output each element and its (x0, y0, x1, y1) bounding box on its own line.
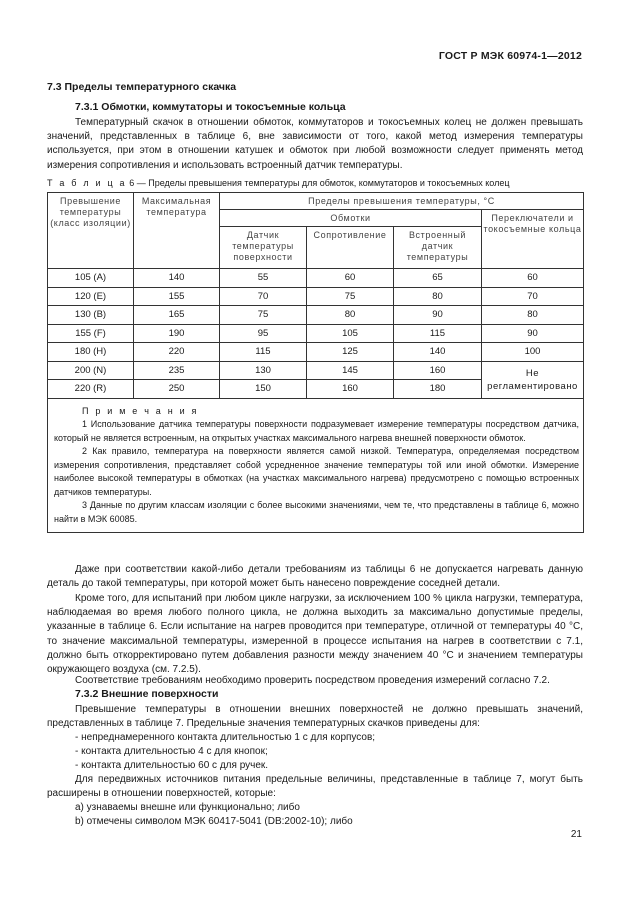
cell-builtin: 115 (394, 324, 482, 343)
list-item: а) узнаваемы внешне или функционально; либо (75, 802, 300, 813)
cell-surface: 150 (220, 380, 307, 399)
cell-resistance: 125 (307, 343, 394, 362)
cell-max: 165 (134, 306, 220, 325)
cell-switches: 70 (482, 287, 584, 306)
cell-surface: 95 (220, 324, 307, 343)
cell-switches: 60 (482, 269, 584, 288)
cell-class: 105 (A) (48, 269, 134, 288)
note-2: 2 Как правило, температура на поверхности является самой низкой. Температура, определяемая посредством измерения сопротивления, представляет собой усредненное значение температуры той или иной обмотки. Измерение наиболее высокой температуры в обмотках (на участках максимального нагрева) предусмотрено с помощью встроенных датчиков температуры. (54, 446, 580, 497)
cell-resistance: 160 (307, 380, 394, 399)
table-notes-row (48, 398, 584, 533)
col-header-limits: Пределы превышения температуры, °C (220, 193, 584, 210)
cell-builtin: 90 (394, 306, 482, 325)
cell-builtin: 80 (394, 287, 482, 306)
section-7-3-1-paragraph: Температурный скачок в отношении обмоток, коммутаторов и токосъемных колец не должен превышать значений, представленных в таблице 6, вне зависимости от того, какой метод измерения температуры используется, при этом в отношении катушек и обмоток при любой возможности следует применять метод измерения сопротивления и использовать встроенный датчик температуры. (47, 117, 583, 171)
col-header-class: Превышение температуры (класс изоляции) (48, 193, 134, 269)
note-1: 1 Использование датчика температуры поверхности подразумевает измерение температуры посредством датчика, который не является встроенным, на открытых участках максимального нагрева внешней поверхности обмоток. (54, 419, 580, 443)
document-header: ГОСТ Р МЭК 60974-1—2012 (438, 50, 582, 62)
cell-switches: 90 (482, 324, 584, 343)
cell-surface: 75 (220, 306, 307, 325)
cell-resistance: 105 (307, 324, 394, 343)
cell-class: 130 (B) (48, 306, 134, 325)
cell-switches: 80 (482, 306, 584, 325)
cell-surface: 130 (220, 361, 307, 380)
paragraph-after-table-1: Даже при соответствии какой-либо детали требованиям из таблицы 6 не допускается нагревать данную деталь до такой температуры, при которой может быть нанесено повреждение соседней детали. (47, 564, 583, 590)
table-row (48, 306, 584, 325)
page-number: 21 (570, 829, 582, 840)
list-item: b) отмечены символом МЭК 60417-5041 (DB:2002-10); либо (75, 816, 353, 827)
list-item: - контакта длительностью 60 с для ручек. (75, 760, 269, 771)
table-caption-lead: Т а б л и ц а (47, 178, 127, 188)
cell-resistance: 60 (307, 269, 394, 288)
section-7-3-2-paragraph-2: Для передвижных источников питания предельные величины, представленные в таблице 7, могут быть расширены в отношении поверхностей, которые: (47, 774, 583, 800)
cell-not-regulated: Не регламентировано (482, 361, 584, 398)
cell-class: 155 (F) (48, 324, 134, 343)
col-header-max-temp: Максимальная температура (134, 193, 220, 269)
table-row (48, 287, 584, 306)
cell-surface: 115 (220, 343, 307, 362)
cell-class: 120 (E) (48, 287, 134, 306)
cell-resistance: 145 (307, 361, 394, 380)
cell-class: 180 (H) (48, 343, 134, 362)
notes-title: П р и м е ч а н и я (82, 405, 199, 416)
section-7-3-2-title: 7.3.2 Внешние поверхности (75, 688, 219, 700)
table-row (48, 343, 584, 362)
cell-resistance: 80 (307, 306, 394, 325)
table-row (48, 269, 584, 288)
cell-builtin: 65 (394, 269, 482, 288)
cell-resistance: 75 (307, 287, 394, 306)
section-7-3-1-title: 7.3.1 Обмотки, коммутаторы и токосъемные кольца (75, 101, 346, 113)
table-row (48, 361, 584, 380)
table-6-caption (47, 176, 583, 190)
cell-max: 250 (134, 380, 220, 399)
paragraph-after-table-2: Кроме того, для испытаний при любом цикле нагрузки, за исключением 100 % цикла нагрузки, температура, наблюдаемая во время любого полного цикла, не должна выходить за максимально допустимые пределы, указанные в таблице 6. Если испытание на нагрев проводится при температуре, отличной от температуры 40 °С, то значение максимальной температуры, измеренной в процессе испытания на нагрев в соответствии с 7.1, должно быть откорректировано путем добавления разности между значением 40 °С и значением температуры окружающего воздуха (см. 7.2.5). (47, 593, 583, 676)
cell-builtin: 180 (394, 380, 482, 399)
list-item: - непреднамеренного контакта длительностью 1 с для корпусов; (75, 732, 376, 743)
cell-builtin: 140 (394, 343, 482, 362)
col-header-resistance: Сопротивление (307, 227, 394, 269)
table-notes (48, 398, 584, 533)
note-3: 3 Данные по другим классам изоляции с более высокими значениями, чем те, что представлены в таблице 6, можно найти в МЭК 60085. (54, 500, 580, 524)
col-header-surface-sensor: Датчик температуры поверхности (220, 227, 307, 269)
table-6 (47, 192, 584, 533)
cell-builtin: 160 (394, 361, 482, 380)
cell-surface: 70 (220, 287, 307, 306)
table-caption-text: 6 — Пределы превышения температуры для обмоток, коммутаторов и токосъемных колец (129, 178, 510, 188)
col-header-builtin-sensor: Встроенный датчик температуры (394, 227, 482, 269)
cell-class: 220 (R) (48, 380, 134, 399)
section-7-3-title: 7.3 Пределы температурного скачка (47, 81, 237, 93)
cell-max: 140 (134, 269, 220, 288)
col-header-switches: Переключатели и токосъемные кольца (482, 210, 584, 269)
list-item: - контакта длительностью 4 с для кнопок; (75, 746, 268, 757)
cell-class: 200 (N) (48, 361, 134, 380)
table-row (48, 324, 584, 343)
cell-max: 190 (134, 324, 220, 343)
cell-max: 220 (134, 343, 220, 362)
section-7-3-2-paragraph-1: Превышение температуры в отношении внешних поверхностей не должно превышать значений, представленных в таблице 7. Предельные значения температурных скачков приведены для: (47, 704, 583, 730)
cell-max: 155 (134, 287, 220, 306)
cell-switches: 100 (482, 343, 584, 362)
col-header-windings: Обмотки (220, 210, 482, 227)
cell-surface: 55 (220, 269, 307, 288)
cell-max: 235 (134, 361, 220, 380)
paragraph-after-table-3: Соответствие требованиям необходимо проверить посредством проведения измерений согласно 7.2. (75, 675, 550, 686)
